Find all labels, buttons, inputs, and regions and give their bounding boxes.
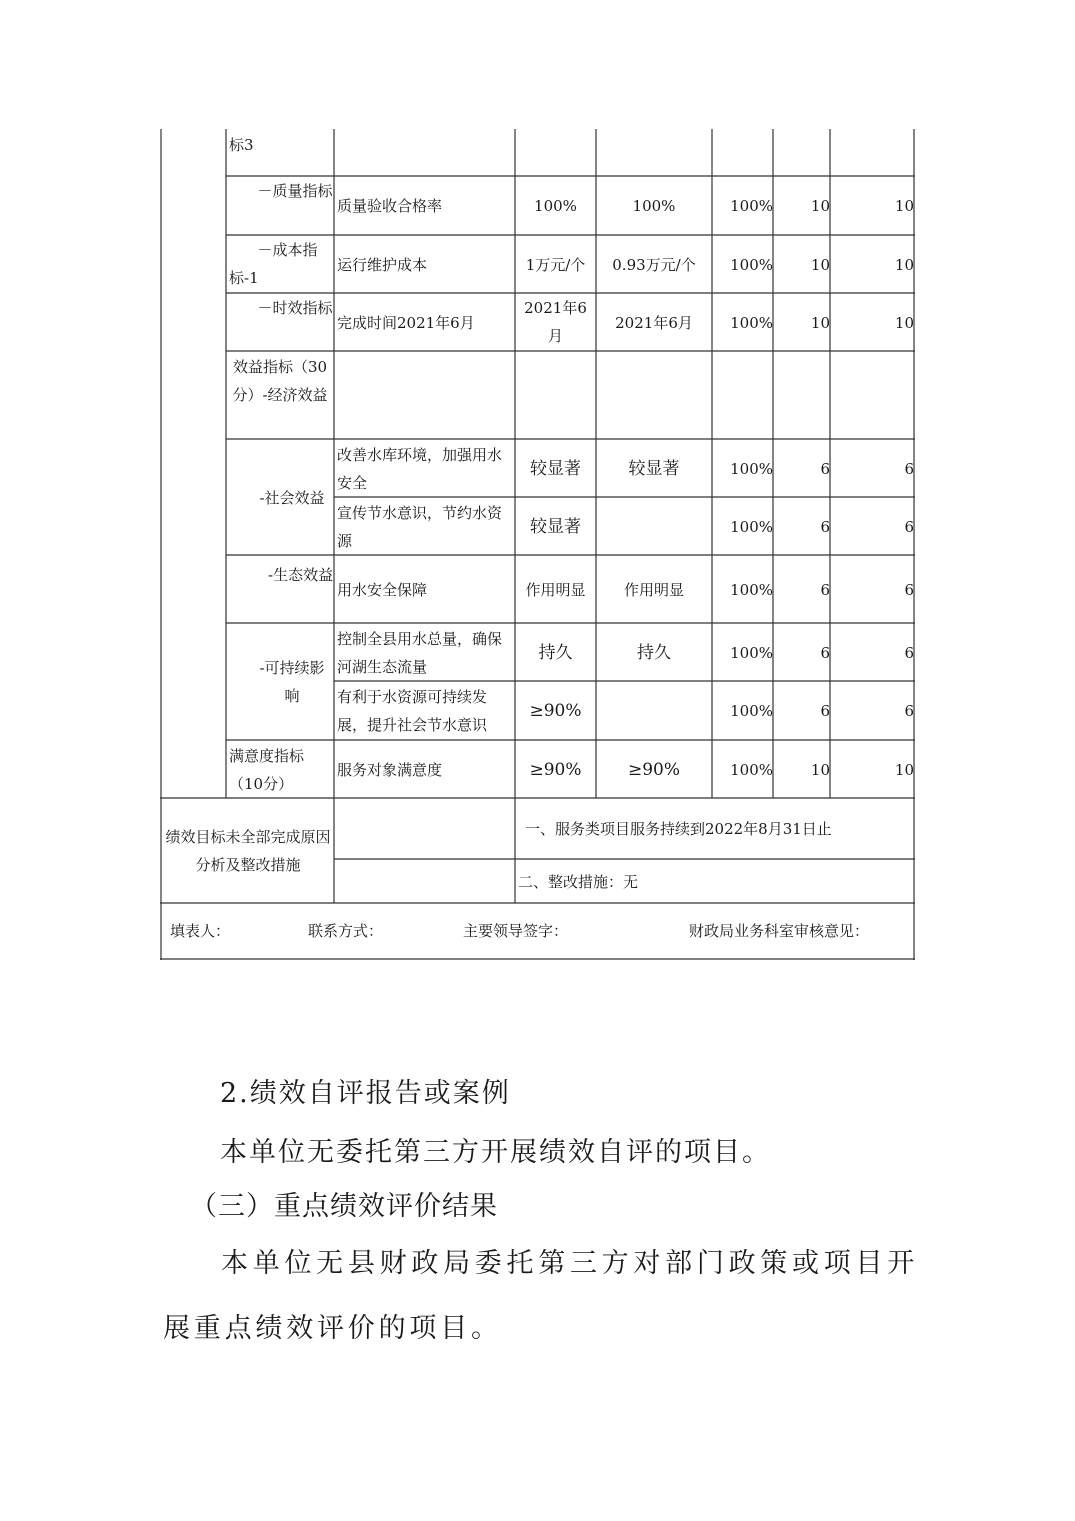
score-cell: 6 (904, 580, 914, 599)
rate-cell: 100% (730, 643, 773, 662)
actual-cell: ≥90% (627, 759, 681, 780)
weight-cell: 6 (820, 580, 830, 599)
satisfaction-indicator-cell: 满意度指标（10分） (229, 747, 305, 793)
paragraph-key-evaluation: 本单位无县财政局委托第三方对部门政策或项目开展重点绩效评价的项目。 (163, 1248, 918, 1344)
desc-cell: 质量验收合格率 (337, 197, 443, 215)
actual-cell: 0.93万元/个 (612, 255, 696, 274)
sustain-indicator-cell: -可持续影响 (259, 659, 325, 705)
actual-cell (596, 682, 712, 740)
rate-cell: 100% (730, 255, 773, 274)
performance-table (160, 129, 915, 960)
desc-cell: 改善水库环境，加强用水安全 (337, 446, 503, 492)
score-cell: 10 (894, 313, 914, 332)
weight-cell: 6 (820, 643, 830, 662)
desc-cell: 宣传节水意识，节约水资源 (337, 504, 503, 550)
paragraph-self-evaluation: 本单位无委托第三方开展绩效自评的项目。 (220, 1137, 771, 1168)
reason-label-cell: 绩效目标未全部完成原因分析及整改措施 (165, 828, 331, 874)
actual-cell: 2021年6月 (615, 313, 693, 332)
review-opinion-label: 财政局业务科室审核意见： (689, 922, 870, 940)
desc-cell: 控制全县用水总量，确保河湖生态流量 (337, 630, 503, 676)
rate-cell: 100% (730, 580, 773, 599)
rate-cell: 100% (730, 459, 773, 478)
target-cell: 2021年6月 (524, 299, 587, 345)
measure-text-cell: 二、整改措施：无 (518, 872, 639, 891)
score-cell: 6 (904, 702, 914, 720)
desc-cell: 完成时间2021年6月 (337, 313, 475, 332)
rate-cell: 100% (730, 702, 773, 720)
target-cell: 持久 (538, 642, 573, 663)
reason-text-cell: 一、服务类项目服务持续到2022年8月31日止 (525, 820, 832, 838)
score-cell: 6 (904, 643, 914, 662)
actual-cell (596, 498, 712, 555)
desc-cell: 用水安全保障 (337, 580, 428, 599)
score-cell: 6 (904, 459, 914, 478)
heading-key-evaluation: （三）重点绩效评价结果 (190, 1191, 498, 1222)
actual-cell: 作用明显 (623, 580, 684, 599)
weight-cell: 10 (810, 313, 830, 332)
score-cell: 6 (904, 517, 914, 536)
benefit-indicator-cell: 效益指标（30分）-经济效益 (232, 358, 328, 404)
heading-self-evaluation: 2.绩效自评报告或案例 (220, 1078, 511, 1109)
actual-cell: 100% (632, 197, 676, 215)
target-cell: 100% (534, 197, 577, 215)
ecology-indicator-cell: -生态效益 (268, 566, 334, 584)
contact-label: 联系方式： (308, 922, 384, 940)
social-indicator-cell: -社会效益 (259, 488, 325, 507)
weight-cell: 10 (810, 197, 830, 215)
target-cell: ≥90% (529, 759, 582, 780)
rate-cell: 100% (730, 197, 773, 215)
rate-cell: 100% (730, 313, 773, 332)
desc-cell: 运行维护成本 (337, 255, 428, 274)
score-cell: 10 (894, 197, 914, 215)
target-cell: 较显著 (530, 458, 581, 479)
target-cell: 作用明显 (525, 580, 586, 599)
weight-cell: 6 (820, 459, 830, 478)
target-cell: ≥90% (529, 701, 582, 721)
leader-signature-label: 主要领导签字： (463, 922, 569, 940)
weight-cell: 6 (820, 517, 830, 536)
score-cell: 10 (894, 255, 914, 274)
desc-cell: 服务对象满意度 (337, 760, 443, 779)
weight-cell: 6 (820, 702, 830, 720)
score-cell: 10 (894, 760, 914, 779)
target-cell: 1万元/个 (525, 255, 586, 274)
indicator-cell: －时效指标 (257, 299, 333, 317)
indicator-cell: －成本指标-1 (229, 241, 318, 287)
actual-cell: 较显著 (628, 458, 680, 479)
indicator-cell: 标3 (229, 136, 254, 154)
rate-cell: 100% (730, 517, 773, 536)
indicator-cell: －质量指标 (257, 182, 333, 200)
weight-cell: 10 (810, 760, 830, 779)
rate-cell: 100% (730, 760, 773, 779)
filler-label: 填表人： (170, 922, 231, 940)
desc-cell: 有利于水资源可持续发展，提升社会节水意识 (337, 688, 488, 734)
weight-cell: 10 (810, 255, 830, 274)
target-cell: 较显著 (530, 516, 581, 537)
actual-cell: 持久 (637, 642, 671, 663)
